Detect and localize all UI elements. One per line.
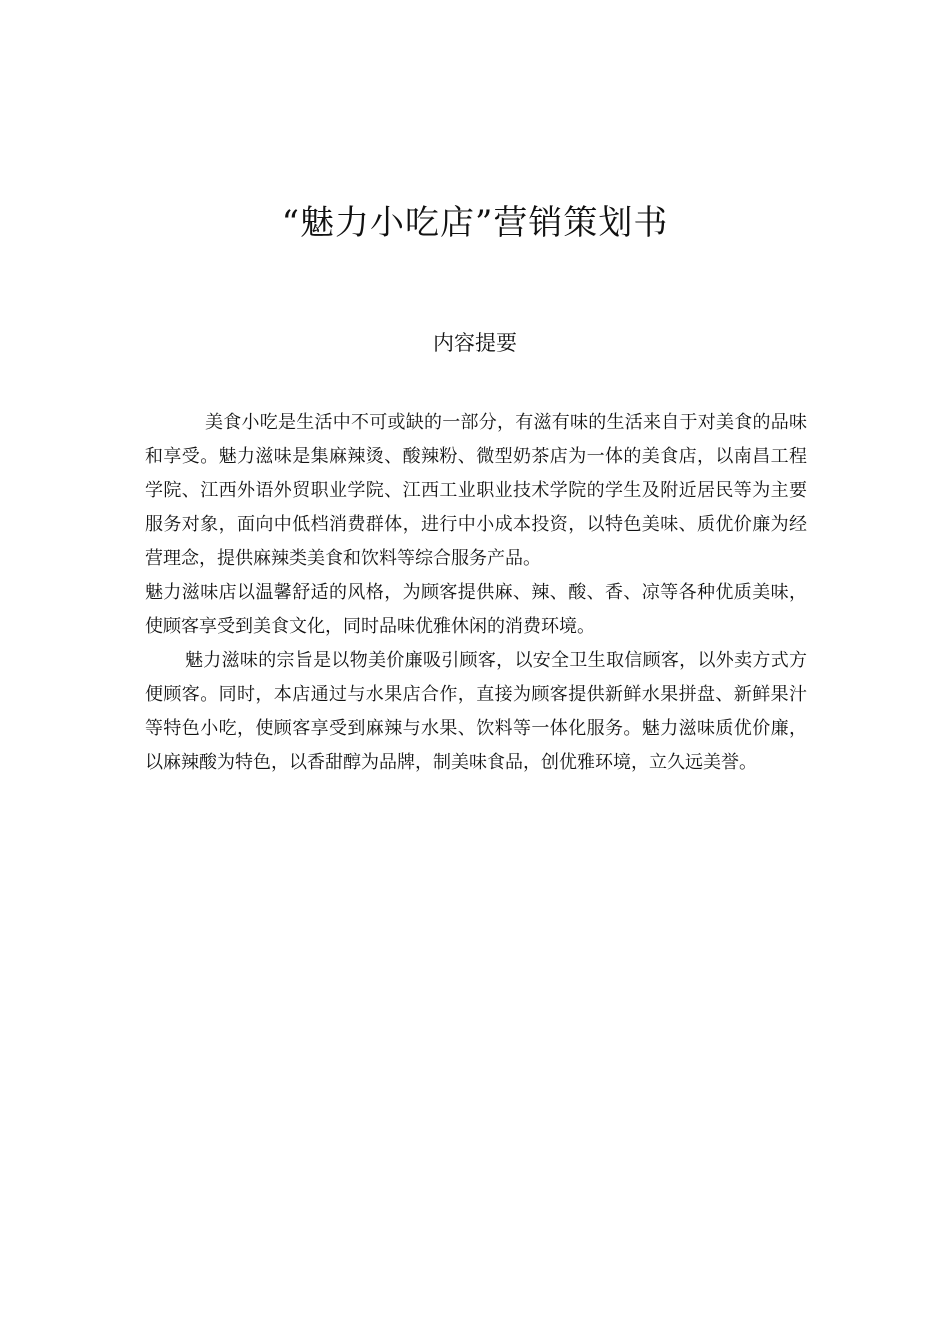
paragraph-mission: 魅力滋味的宗旨是以物美价廉吸引顾客，以安全卫生取信顾客，以外卖方式方便顾客。同时，本店通过与水果店合作，直接为顾客提供新鲜水果拼盘、新鲜果汁等特色小吃，使顾客享受到麻辣与水果、饮料等一体化服务。魅力滋味质优价廉，以麻辣酸为特色，以香甜醇为品牌，制美味食品，创优雅环境，立久远美誉。 [145,650,807,773]
section-heading-summary: 内容提要 [433,331,517,355]
document-title: “魅力小吃店”营销策划书 [281,203,669,243]
paragraph-intro: 美食小吃是生活中不可或缺的一部分，有滋有味的生活来自于对美食的品味和享受。魅力滋味是集麻辣烫、酸辣粉、微型奶茶店为一体的美食店，以南昌工程学院、江西外语外贸职业学院、江西工业职业技术学院的学生及附近居民等为主要服务对象，面向中低档消费群体，进行中小成本投资，以特色美味、质优价廉为经营理念，提供麻辣类美食和饮料等综合服务产品。 [145,412,807,569]
paragraph-style: 魅力滋味店以温馨舒适的风格，为顾客提供麻、辣、酸、香、凉等各种优质美味，使顾客享受到美食文化，同时品味优雅休闲的消费环境。 [145,582,807,637]
document-body [145,406,807,780]
